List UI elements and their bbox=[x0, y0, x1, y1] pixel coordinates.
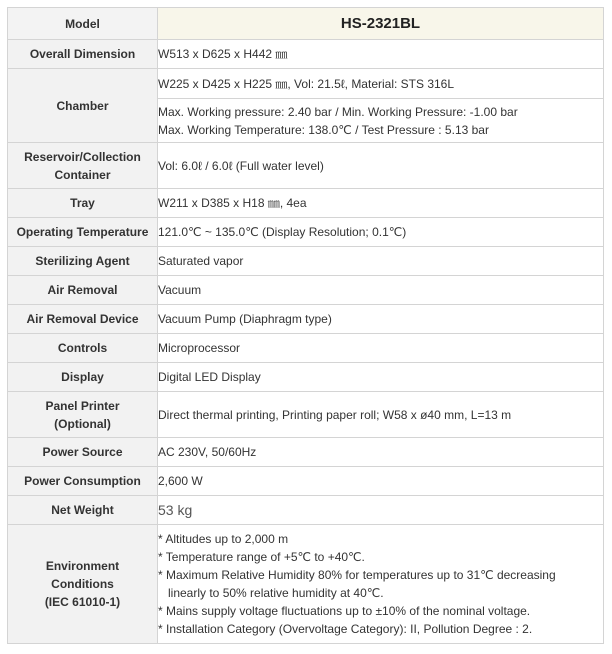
controls-value: Microprocessor bbox=[158, 334, 604, 363]
net-weight-label: Net Weight bbox=[8, 496, 158, 525]
overall-dimension-value: W513 x D625 x H442 ㎜ bbox=[158, 40, 604, 69]
spec-row-power-source bbox=[8, 438, 604, 467]
spec-row-power-consumption bbox=[8, 467, 604, 496]
spec-row-reservoir bbox=[8, 143, 604, 189]
environment-temperature-line: * Temperature range of +5℃ to +40℃. bbox=[158, 550, 365, 564]
net-weight-value: 53 kg bbox=[158, 496, 604, 525]
panel-printer-label-line1: Panel Printer bbox=[45, 398, 120, 413]
environment-humidity-line-cont: linearly to 50% relative humidity at 40℃. bbox=[168, 586, 384, 600]
controls-label: Controls bbox=[8, 334, 158, 363]
spec-row-operating-temperature bbox=[8, 218, 604, 247]
air-removal-device-value: Vacuum Pump (Diaphragm type) bbox=[158, 305, 604, 334]
overall-dimension-label: Overall Dimension bbox=[8, 40, 158, 69]
spec-row-tray bbox=[8, 189, 604, 218]
reservoir-value: Vol: 6.0ℓ / 6.0ℓ (Full water level) bbox=[158, 143, 604, 189]
display-label: Display bbox=[8, 363, 158, 392]
spec-row-air-removal-device bbox=[8, 305, 604, 334]
spec-row-air-removal bbox=[8, 276, 604, 305]
spec-row-panel-printer bbox=[8, 392, 604, 438]
chamber-dimensions-value: W225 x D425 x H225 ㎜, Vol: 21.5ℓ, Material: STS 316L bbox=[158, 69, 604, 99]
spec-table bbox=[7, 7, 604, 644]
spec-row-sterilizing-agent bbox=[8, 247, 604, 276]
power-consumption-label: Power Consumption bbox=[8, 467, 158, 496]
operating-temperature-value: 121.0℃ ~ 135.0℃ (Display Resolution; 0.1℃) bbox=[158, 218, 604, 247]
air-removal-label: Air Removal bbox=[8, 276, 158, 305]
environment-installation-line: * Installation Category (Overvoltage Category): II, Pollution Degree : 2. bbox=[158, 622, 533, 636]
panel-printer-label bbox=[8, 392, 158, 438]
environment-altitude-line: * Altitudes up to 2,000 m bbox=[158, 532, 289, 546]
environment-value bbox=[158, 525, 604, 644]
air-removal-value: Vacuum bbox=[158, 276, 604, 305]
environment-label-line3: (IEC 61010-1) bbox=[44, 595, 121, 609]
chamber-pressure-line: Max. Working pressure: 2.40 bar / Min. Working Pressure: -1.00 bar bbox=[158, 104, 518, 119]
sterilizing-agent-value: Saturated vapor bbox=[158, 247, 604, 276]
environment-label-line2: Conditions bbox=[51, 577, 114, 591]
spec-row-net-weight bbox=[8, 496, 604, 525]
panel-printer-value: Direct thermal printing, Printing paper roll; W58 x ø40 mm, L=13 m bbox=[158, 392, 604, 438]
environment-label-line1: Environment bbox=[45, 559, 120, 573]
power-source-value: AC 230V, 50/60Hz bbox=[158, 438, 604, 467]
chamber-label: Chamber bbox=[8, 69, 158, 143]
panel-printer-label-line2: (Optional) bbox=[54, 416, 111, 431]
environment-voltage-line: * Mains supply voltage fluctuations up to ±10% of the nominal voltage. bbox=[158, 604, 531, 618]
environment-label bbox=[8, 525, 158, 644]
reservoir-label bbox=[8, 143, 158, 189]
environment-humidity-line: * Maximum Relative Humidity 80% for temperatures up to 31℃ decreasing bbox=[158, 568, 556, 582]
chamber-pressure-value bbox=[158, 99, 604, 143]
spec-row-controls bbox=[8, 334, 604, 363]
spec-row-chamber-1 bbox=[8, 69, 604, 99]
spec-row-environment bbox=[8, 525, 604, 644]
display-value: Digital LED Display bbox=[158, 363, 604, 392]
reservoir-label-line1: Reservoir/Collection bbox=[24, 149, 141, 164]
power-source-label: Power Source bbox=[8, 438, 158, 467]
model-label: Model bbox=[8, 8, 158, 40]
operating-temperature-label: Operating Temperature bbox=[8, 218, 158, 247]
tray-value: W211 x D385 x H18 ㎜, 4ea bbox=[158, 189, 604, 218]
air-removal-device-label: Air Removal Device bbox=[8, 305, 158, 334]
model-value: HS-2321BL bbox=[158, 8, 604, 40]
tray-label: Tray bbox=[8, 189, 158, 218]
spec-row-overall-dimension bbox=[8, 40, 604, 69]
spec-row-display bbox=[8, 363, 604, 392]
chamber-temperature-line: Max. Working Temperature: 138.0℃ / Test Pressure : 5.13 bar bbox=[158, 122, 489, 137]
power-consumption-value: 2,600 W bbox=[158, 467, 604, 496]
sterilizing-agent-label: Sterilizing Agent bbox=[8, 247, 158, 276]
spec-row-model bbox=[8, 8, 604, 40]
reservoir-label-line2: Container bbox=[54, 167, 111, 182]
